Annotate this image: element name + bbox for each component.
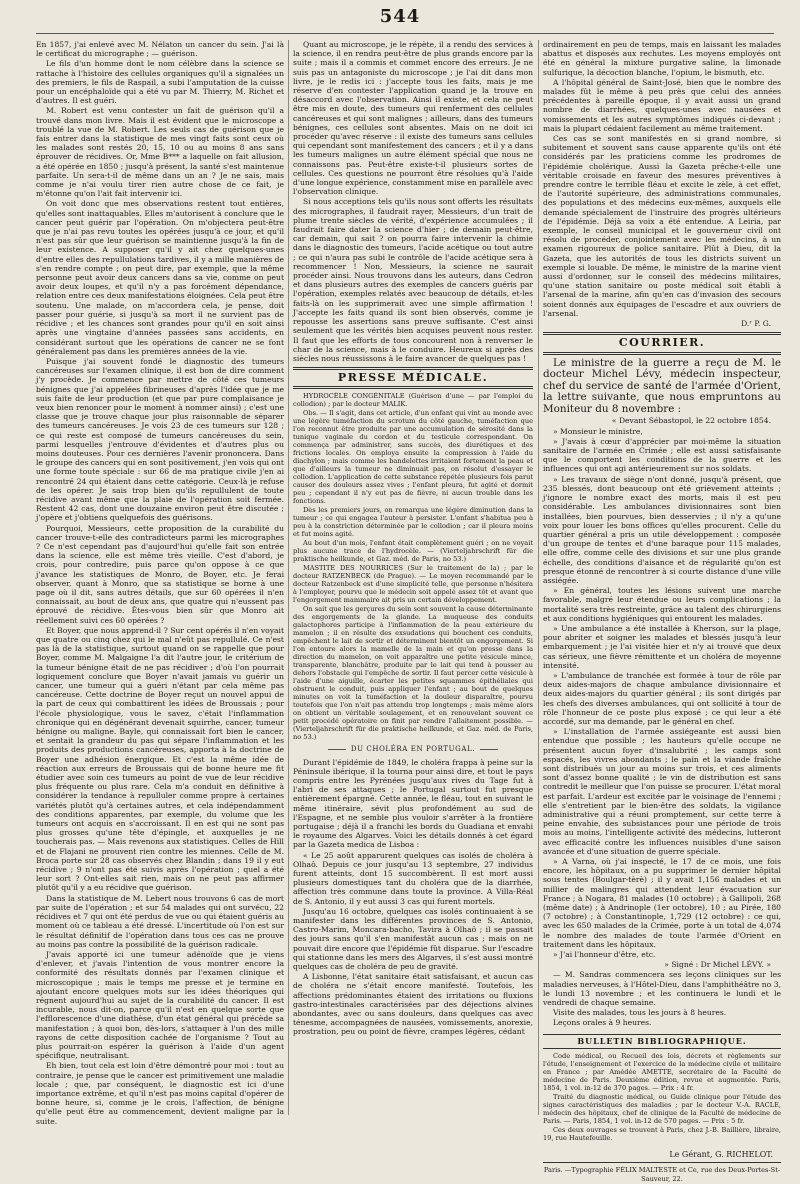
article-heading: HYDROCÈLE CONGÉNITALE (Guérison d'une — par l'emploi du collodion) ; par le docteur MALIK. bbox=[293, 392, 533, 409]
paragraph: » A Varna, où j'ai inspecté, le 17 de ce mois, une fois encore, les hôpitaux, on a pu supprimer le dernier hôpital sous tentes (Boulgar-tèrè) ; il y avait 1,156 malades et un millier de malingres qui attendent leur évacuation sur France ; à Nogara, 81 malades (10 octobre) ; à Gallipoli, 268 (même date) ; à Andrinople (1er octobre), 10 ; au Pirée, 180 (7 octobre) ; à Constantinople, 1,729 (12 octobre) : ce qui, avec les 650 malades de la Crimée, porte à un total de 4,074 le nombre des malades de toute l'armée d'Orient en traitement dans les hôpitaux. bbox=[543, 857, 781, 949]
paragraph: En 1857, j'ai enlevé avec M. Nélaton un cancer du sein. J'ai là le certificat du micrographe ; — guérison. bbox=[36, 40, 284, 59]
printer-imprint: Paris. —Typographie FÉLIX MALTESTE et Ce, rue des Deux-Portes-St-Sauveur, 22. bbox=[543, 1166, 781, 1184]
paragraph: Dans la statistique de M. Lebert nous trouvons 6 cas de mort par suite de l'opération ; et sur 54 malades qui ont survécu, 22 récidives et 7 qui ont été perdus de vue ou qui étaient guéris au moment où ce tableau a été dressé. L'incertitude où l'on est sur le résultat définitif de l'opération dans tous ces cas ne prouve au moins pas contre la possibilité de la guérison radicale. bbox=[36, 893, 284, 949]
paragraph: Ces cas se sont manifestés en si grand nombre, si subitement et souvent sans cause apparente qu'ils ont été considérés par les praticiens comme les prodromes de l'épidémie cholérique. Aussi la Gazeta prêche-t-elle une véritable croisade en faveur des mesures préventives à prendre contre le terrible fléau et excite le zèle, à cet effet, de l'autorité supérieure, des administrations communales, des populations et des médecins eux-mêmes, auxquels elle demande spécialement de l'instruire des progrès ultérieurs de l'épidémie. Déjà sa voix a été entendue. A Leiria, par exemple, le conseil municipal et le gouverneur civil ont résolu de procéder, conjointement avec les médecins, à un examen rigoureux de police sanitaire. Plût à Dieu, dit la Gazeta, que les autorités de tous les districts suivent un exemple si louable. De même, le ministre de la marine vient aussi d'ordonner, sur le conseil des médecins militaires, qu'une station sanitaire ou poste médical soit établi à l'arsenal de la marine, afin qu'en cas d'invasion des secours soient donnés aux équipages de l'escadre et aux ouvriers de l'arsenal. bbox=[543, 134, 781, 318]
paragraph: A l'hôpital général de Saint-José, bien que le nombre des malades fût le même à peu près que celui des années précédentes à pareille époque, il y avait aussi un grand nombre de diarrhées, quelques-unes avec nausées et vomissements et les autres symptômes indiqués ci-devant ; mais la plupart cédaient facilement au même traitement. bbox=[543, 77, 781, 133]
paragraph: Si nous acceptions tels qu'ils nous sont offerts les résultats des micrographes, il faudrait rayer, Messieurs, d'un trait de plume trente siècles de vérité, d'expérience accumulées ; il faudrait faire dater la science d'hier ; de demain peut-être, car demain, qui sait ? on pourra faire intervenir la chimie dans le diagnostic des tumeurs, l'acide acétique ou tout autre ; ce qui n'aura pas subi le contrôle de l'acide acétique sera à recommencer ! Non, Messieurs, la science ne saurait procéder ainsi. Nous trouvons dans les auteurs, dans Cedron et dans plusieurs autres des exemples de cancers guéris par l'opération, exemples relatés avec beaucoup de détails, et-les faits-là on les supprimerait avec une simple affirmation ! J'accepte les faits quand ils sont bien observés, comme je repousse les assertions sans preuve suffisante. C'est ainsi seulement que les vérités bien acquises peuvent nous rester. Il faut que les efforts de tous concourent non à renverser le char de la science, mais à le conduire. Heureux si après des siècles nous réussissons à le faire avancer de quelques pas ! bbox=[293, 197, 533, 363]
paragraph: Leçons orales à 9 heures. bbox=[553, 1018, 652, 1028]
paragraph: » En général, toutes les lésions suivent une marche favorable, malgré leur étendue ou leurs complications ; la mortalité sera très restreinte, grâce au talent des chirurgiens et aux conditions hygiéniques qui entourent les malades. bbox=[543, 586, 781, 623]
page-number: 544 bbox=[379, 6, 421, 27]
courrier-lead: Le ministre de la guerre a reçu de M. le docteur Michel Lévy, médecin inspecteur, chef du service de santé de l'armée d'Orient, la lettre suivante, que nous empruntons au Moniteur du 8 novembre : bbox=[543, 356, 781, 415]
header-rule bbox=[36, 33, 774, 34]
paragraph: On voit donc que mes observations restent tout entières, qu'elles sont inattaquables. Elles m'autorisent à conclure que le cancer peut guérir par l'opération. On m'objectera peut-être que je n'ai pas revu toutes les opérées jusqu'à ce jour, et qu'il n'est pas sûr que leur guérison se maintienne jusqu'à la fin de leur existence. A supposer qu'il y ait chez quelques-unes d'entre elles des repullulations tardives, il y a mille manières de s'en rendre compte ; on peut dire, par exemple, que la même personne peut avoir deux cancers dans sa vie, comme on peut avoir deux loupes, et qu'il n'y a pas forcément dépendance, relation entre ces deux manifestations éloignées. Cela peut être soutenu. Une malade, on m'accordera cela, je pense, doit passer pour guérie, si jusqu'à sa mort il ne survient pas de récidive ; et les chances sont grandes pour qu'il en soit ainsi après une vingtaine d'années passées sans accidents, en considérant surtout que les opérations de cancer ne se font généralement pas dans les premières années de la vie. bbox=[36, 199, 284, 356]
column-3 bbox=[543, 40, 781, 1184]
paragraph: « Le 25 août apparurent quelques cas isolés de choléra à Olhaô. Depuis ce jour jusqu'au 13 septembre, 27 individus furent atteints, dont 15 succombèrent. Il est mort aussi plusieurs domestiques tant du choléra que de la diarrhée, affection très commune dans toute la province. A Villa-Réal de S. Antonio, il y eut aussi 3 cas qui furent mortels. bbox=[293, 850, 533, 906]
paragraph: — M. Sandras commencera ses leçons cliniques sur les maladies nerveuses, à l'Hôtel-Dieu, dans l'amphithéâtre no 3, le lundi 13 novembre ; et les continuera le lundi et le vendredi de chaque semaine. bbox=[543, 970, 781, 1008]
paragraph: Et Boyer, que nous apprend-il ? Sur cent opérés il n'en voyait que quatre ou cinq chez qui le mal n'eût pas repullulé. Ce n'est pas là de la statistique, surtout quand on se rappelle que pour Boyer, comme M. Malgaigne l'a dit l'autre jour, le critérium de la tumeur bénigne était de ne pas récidiver ; d'où l'on pourrait logiquement conclure que Boyer n'avait jamais vu guérir un cancer, une tumeur qui a guéri n'étant par cela même pas cancéreuse. Cette doctrine de Boyer reçut un nouvel appui de la part de ceux qui combattirent les idées de Broussais ; pour l'école physiologique, vous le savez, c'était l'inflammation chronique qui en dégénérant devenait squirrhe, cancer, tumeur bénigne ou maligne. Bayle, qui connaissait fort bien le cancer, et sentait la grandeur du pas qui sépare l'inflammation et les produits des productions cancéreuses, apporta à la doctrine de Boyer une adhésion énergique. Et c'est la même idée de réaction aux erreurs de Broussais qui de bonne heure me fit étudier avec soin ces tumeurs au point de vue de leur récidive plus fréquente ou plus rare. Cela m'a conduit en définitive à considérer la tendance à repulluler comme propre à certaines variétés plutôt qu'à certaines autres, et cela indépendamment des conditions apparentes, par exemple, du volume que les tumeurs ont acquis en s'accroissant. Il en est qui ne sont pas plus grosses qu'une tête d'épingle, et auxquelles je ne toucherais pas. — Mais revenons aux statistiques. Celles de Hill et de Flajani ne prouvent rien contre les miennes. Celle de M. Broca porte sur 28 cas observés chez Blandin ; dans 19 il y eut récidive ; 9 n'ont pas été suivis après l'opération ; quel a été leur sort ? Ont-elles sait rien, mais on ne peut pas affirmer plutôt qu'il y a eu récidive que guérison. bbox=[36, 625, 284, 893]
article-signature: D.ʳ P. G. bbox=[741, 319, 771, 329]
paragraph: Quant au microscope, je le répète, il a rendu des services à la science, il en rendra peut-être de plus grands encore par la suite ; mais il a commis et commet encore des erreurs. Je ne suis pas un antagoniste du microscope ; je l'ai dit dans mon livre, je le redis ici : j'accepte tous les faits, mais je me réserve d'en contester l'application quand je la trouve en désaccord avec l'observation. Ainsi il existe, et cela ne peut être mis en doute, des tumeurs qui renferment des cellules cancéreuses et qui sont malignes ; ailleurs, dans des tumeurs bénignes, ces cellules sont absentes. Mais on ne doit ici procéder qu'avec réserve : il existe des tumeurs sans cellules qui cependant sont manifestement des cancers ; et il y a dans les tumeurs malignes un autre élément spécial que nous ne connaissons pas. Peut-être existe-t-il plusieurs sortes de cellules. Ces questions ne pourront être résolues qu'à l'aide d'une longue expérience, constamment mise en parallèle avec l'observation clinique. bbox=[293, 40, 533, 197]
section-rule bbox=[293, 367, 533, 370]
paragraph: » J'ai l'honneur d'être, etc. bbox=[553, 950, 656, 960]
paragraph: M. Robert est venu contester un fait de guérison qu'il a trouvé dans mon livre. Mais il est évident que le microscope a troublé la vue de M. Robert. Les seuls cas de guérison que je fais entrer dans la statistique de mes vingt faits sont ceux où les malades sont restés 20, 15, 10 ou au moins 8 ans sans éprouver de récidives. Or, Mme B*** a laquelle on fait allusion, a été opérée en 1850 ; jusqu'à présent, la santé s'est maintenue parfaite. Un sera-t-il de même dans un an ? Je ne sais, mais comme je n'ai voulu tirer rien autre chose de ce fait, je m'étonne qu'on l'ait fait intervenir ici. bbox=[36, 106, 284, 199]
paragraph: Pourquoi, Messieurs, cette proposition de la curabilité du cancer trouve-t-elle des contradicteurs parmi les micrographes ? Ce n'est cependant pas d'aujourd'hui qu'elle fait son entrée dans la science, elle est même très vieille. C'est d'abord, je crois, pour contredire, puis parce qu'on oppose à ce que j'avance les statistiques de Monro, de Boyer, etc. Je ferai observer, quant à Monro, que sa statistique se borne à une page où il dit, sans autres détails, que sur 60 opérées il n'en connaissait, au bout de deux ans, que quatre qui n'eussent pas éprouvé de récidive. Êtes-vous bien sûr que Monro ait réellement suivi ces 60 opérées ? bbox=[36, 523, 284, 625]
letter-signature: » Signé : Dr Michel LÉVY. » bbox=[664, 960, 771, 970]
paragraph: J'avais apporté ici une tumeur adénoïde que je viens d'enlever, et j'avais l'intention de vous montrer encore la conformité des résultats donnés par l'examen clinique et microscopique ; mais le temps me presse et je termine en ajoutant encore quelques mots sur les idées théoriques qui régnent aujourd'hui au sujet de la curabilité du cancer. Il est incurable, nous dit-on, parce qu'il n'est en quelque sorte que l'efflorescence d'une diathèse, d'un état général qui précède sa manifestation ; à quoi bon, dès-lors, s'attaquer à l'un des mille rayons de cette disposition cachée de l'organisme ? Tout au plus pourrait-on espérer la guérison à l'aide d'un agent spécifique, neutralisant. bbox=[36, 949, 284, 1061]
column-divider bbox=[288, 40, 289, 1115]
article-heading: MASTITE DES NOURRICES (Sur le traitement de la) ; par le docteur RATZENBECK (de Prague). — Le moyen recommandé par le docteur Ratzenbeck est d'une simplicité telle, que personne n'hésitera à l'employer, pourvu que le médecin soit appelé assez tôt et avant que l'engorgement mammaire ait pris un certain développement. bbox=[293, 564, 533, 605]
paragraph: A Lisbonne, l'état sanitaire était satisfaisant, et aucun cas de choléra ne s'était encore manifesté. Toutefois, les affections prédominantes étaient des irritations ou fluxions gastro-intestinales caractérisées par des déjections alvines abondantes, avec ou sans douleurs, dans quelques cas avec ténesme, accompagnées de nausées, vomissements, anorexie, prostration, peu ou point de fièvre, crampes légères, cédant bbox=[293, 972, 533, 1037]
letter-dateline: « Devant Sébastopol, le 22 octobre 1854. bbox=[611, 416, 771, 426]
paragraph: » Monsieur le ministre, bbox=[553, 426, 643, 436]
section-rule bbox=[543, 352, 781, 355]
paragraph: Jusqu'au 16 octobre, quelques cas isolés continuaient à se manifester dans les différentes provinces de S. Antonio, Castro-Marim, Moncara-bacho, Tavira à Olhaô ; il se passait des jours sans qu'il s'en manifestât aucun cas ; mais on ne pouvait dire encore que l'épidémie fût disparue. Sur l'escadre qui stationne dans les mers des Algarves, il s'est aussi montré quelques cas de choléra de peu de gravité. bbox=[293, 906, 533, 971]
footer-rule bbox=[543, 1162, 781, 1163]
paragraph: » Les travaux de siège n'ont donné, jusqu'à présent, que 235 blessés, dont beaucoup ont été grièvement atteints ; j'ignore le nombre exact des morts, mais il est peu considérable. Les ambulances divisionnaires sont bien installées, bien pourvues, bien desservies ; il n'y a qu'une voix pour louer les bons offices qu'elles procurent. Celle du quartier général a pris un utile développement : composée d'un groupe de tentes et d'une baraque pour 115 malades, elle offre, comme celle des divisions et sur une plus grande échelle, des conditions d'aisance et de régularité qu'on est presque étonné de rencontrer à si courte distance d'une ville assiégée. bbox=[543, 474, 781, 585]
paragraph: Au bout d'un mois, l'enfant était complètement guéri ; on ne voyait plus aucune trace de l'hydrocèle. — (Vierteljahrschrift für die praktische heilkunde, et Gaz. méd. de Paris, no 53.) bbox=[293, 539, 533, 564]
paragraph: Eh bien, tout cela est loin d'être démontré pour moi : tout au contraire, je pense que le cancer est primitivement une maladie locale ; que, par conséquent, le diagnostic est ici d'une importance extrême, et qu'il n'est pas moins capital d'opérer de bonne heure, si, comme je le crois, l'affection, de bénigne qu'elle peut être au commencement, devient maligne par la suite. bbox=[36, 1061, 284, 1126]
gerant-signature: Le Gérant, G. RICHELOT. bbox=[669, 1149, 773, 1159]
section-title-courrier: COURRIER. bbox=[618, 336, 706, 350]
section-rule bbox=[543, 332, 781, 335]
paragraph: Dès les premiers jours, on remarqua une légère diminution dans la tumeur ; ce qui engagea l'auteur à persister. L'enfant s'habitua peu à peu à la constriction déterminée par le collodion ; car il pleura moins et fut moins agité. bbox=[293, 506, 533, 539]
paragraph: » J'avais à cœur d'apprécier par moi-même la situation sanitaire de l'armée en Crimée ; elle est aussi satisfaisante que le comportent les conditions de la guerre et les influences qui ont agi antérieurement sur nos soldats. bbox=[543, 436, 781, 474]
paragraph: Le fils d'un homme dont le nom célèbre dans la science se rattache à l'histoire des cellules organiques qu'il a signalées un des premiers, le fils de Raspail, a subi l'amputation de la cuisse pour un encéphaloïde qui a été vu par M. Thierry, M. Richet et d'autres. Il est guéri. bbox=[36, 59, 284, 106]
paragraph: Puisque j'ai souvent fondé le diagnostic des tumeurs cancéreuses sur l'examen clinique, il est bon de dire comment j'y procède. Je commence par mettre de côté ces tumeurs bénignes que j'ai appelées fibrineuses d'après l'idée que je me suis faite de leur production (et que par pure complaisance je veux bien renoncer pour le moment à nommer ainsi) ; c'est une classe que je trouve chaque jour plus raisonnable de séparer des tumeurs cancéreuses. Je vois 23 de ces tumeurs sur 128 ; ce qui reste est composé de tumeurs cancéreuses du sein, parmi lesquelles j'entrouve d'évidentes et d'autres plus ou moins douteuses. Pour ces dernières l'avenir prononcera. Dans le groupe des cancers qui en sont positivement, j'en vois qui ont une forme toute spéciale : sur 66 de ma pratique civile j'en ai rencontré 24 qui étaient dans cette catégorie. Ceux-là je refuse de les opérer. Je sais trop bien qu'ils repullulent de toute récidive avant même que la plaie de l'opération soit fermée. Restent 42 cas, dont une douzaine environ peut être discutée ; j'opère et j'obtiens quelquefois des guérisons. bbox=[36, 356, 284, 523]
section-title-bulletin: BULLETIN BIBLIOGRAPHIQUE. bbox=[543, 1034, 781, 1049]
section-title-presse: PRESSE MÉDICALE. bbox=[337, 371, 489, 385]
paragraph: » L'ambulance de tranchée est formée à tour de rôle par deux aides-majors de chaque ambulance divisionnaire et deux aides-majors du quartier général ; ils sont dirigés par les chefs des diverses ambulances, qui ont sollicité à tour de rôle l'honneur de ce poste plus exposé ; ce qui leur a été accordé, sur ma demande, par le général en chef. bbox=[543, 670, 781, 726]
column-1 bbox=[36, 40, 284, 1126]
section-title-cholera: DU CHOLÉRA EN PORTUGAL. bbox=[293, 745, 533, 754]
paragraph: » Une ambulance a été installée à Kherson, sur la plage, pour abriter et soigner les malades et blessés jusqu'à leur embarquement ; je l'ai visitée hier et n'y ai trouvé que deux cas sérieux, une fièvre rémittente et un choléra de moyenne intensité. bbox=[543, 623, 781, 670]
paragraph: Obs. — Il s'agit, dans cet article, d'un enfant qui vint au monde avec une légère tuméfaction du scrotum du côté gauche, tuméfaction que l'on reconnut être produite par une accumulation de sérosité dans la tunique vaginale du cordon et du testicule correspondant. On commença par administrer, sans succès, des diurétiques et des frictions locales. On employa ensuite la compression à l'aide du diachylon ; mais comme les bandelettes irritaient fortement la peau et que d'ailleurs la tumeur ne diminuait pas, on résolut d'essayer le collodion. L'application de cette substance répétée plusieurs fois parut causer des douleurs assez vives ; l'enfant pleura, fut agité et dormit peu ; cependant il n'y eut pas de fièvre, ni aucun trouble dans les fonctions. bbox=[293, 409, 533, 506]
biblio-entry: Code médical, ou Recueil des lois, décrets et règlements sur l'étude, l'enseignement et l'exercice de la médecine civile et militaire en France ; par Amédée AMETTE, secrétaire de la Faculté de médecine de Paris. Deuxième édition, revue et augmentée. Paris, 1854, 1 vol. in-12 de 370 pages. — Prix : 4 fr. bbox=[543, 1051, 781, 1092]
biblio-entry: Ces deux ouvrages se trouvent à Paris, chez J.-B. Baillière, libraire, 19, rue Hautefeuille. bbox=[543, 1125, 781, 1142]
column-divider bbox=[538, 40, 539, 1115]
paragraph: » L'installation de l'armée assiégeante est aussi bien entendue que possible ; les hauteurs qu'elle occupe ne présentent aucun foyer d'insalubrité ; les camps sont espacés, les vivres abondants ; le pain et la viande fraîche sont distribués un jour au moins sur trois, et ces aliments sont d'assez bonne qualité ; le vin de distribution est sans contredit le meilleur que l'on puisse se procurer. L'état moral est parfait. L'ardeur est excitée par le voisinage de l'ennemi ; elle s'entretient par le bien-être des soldats, la vigilance administrative qui a réuni promptement, sur cette terre à peine envahie, des subsistances pour une période de trois mois au moins, l'intelligente activité des médecins, lutteront avec efficacité contre les influences nuisibles d'une saison avancée et d'une situation de guerre spéciale. bbox=[543, 727, 781, 856]
paragraph: ordinairement en peu de temps, mais en laissant les malades abattus et disposés aux rechutes. Les moyens employés ont été en général la mixture purgative saline, la limonade sulfurique, la décoction blanche, l'opium, le bismuth, etc. bbox=[543, 40, 781, 77]
biblio-entry: Traité du diagnostic médical, ou Guide clinique pour l'étude des signes caractéristiques des maladies ; par le docteur V.-A. RACLE, médecin des hôpitaux, chef de clinique de la Faculté de médecine de Paris. — Paris, 1854, 1 vol. in-12 de 570 pages. — Prix : 5 fr. bbox=[543, 1092, 781, 1125]
paragraph: On sait que les gerçures du sein sont souvent la cause déterminante des engorgements de la glande. La muqueuse des conduits galactophores participe à l'inflammation de la peau extérieure du mamelon ; il en résulte des exsudations qui bouchent ces conduits, empêchent le lait de sortir et déterminent bientôt un engorgement. Si l'on entoure alors la mamelle de la main et qu'on presse dans la direction du mamelon, on voit apparaître une petite vésicule mince, transparente, blanchâtre, produite par le lait qui tend à pousser au dehors l'obstacle qui l'empêche de sortir. Il faut percer cette vésicule à l'aide d'une aiguille, écarter les petites squammes épithéliales qui obstruent le conduit, puis appliquer l'enfant ; au bout de quelques minutes on voit la tuméfaction et la douleur disparaître, pourvu toutefois que l'on n'ait pas attendu trop longtemps ; mais même alors on obtient un véritable soulagement, et en renouvelant souvent ce petit procédé opératoire on finit par rendre l'allaitement possible. — (Vierteljahrschrift für die praktische heilkunde, et Gaz. méd. de Paris, no 53.) bbox=[293, 605, 533, 742]
paragraph: Visite des malades, tous les jours à 8 heures. bbox=[553, 1008, 727, 1018]
paragraph: Durant l'épidémie de 1849, le choléra frappa à peine sur la Péninsule ibérique, il la tourna pour ainsi dire, et tout le pays compris entre les Pyrénées jusqu'aux rives du Tage fut à l'abri de ses attaques ; le Portugal surtout fut presque entièrement épargné. Cette année, le fléau, tout en suivant le même itinéraire, sévit plus profondément au sud de l'Espagne, et ne semble plus vouloir s'arrêter à la frontière portugaise ; déjà il a franchi les bords du Guadiana et envahi le royaume des Algarves. Voici les détails donnés à cet égard par la Gazeta medica de Lisboa : bbox=[293, 757, 533, 850]
section-rule bbox=[293, 386, 533, 389]
column-2 bbox=[293, 40, 533, 1115]
